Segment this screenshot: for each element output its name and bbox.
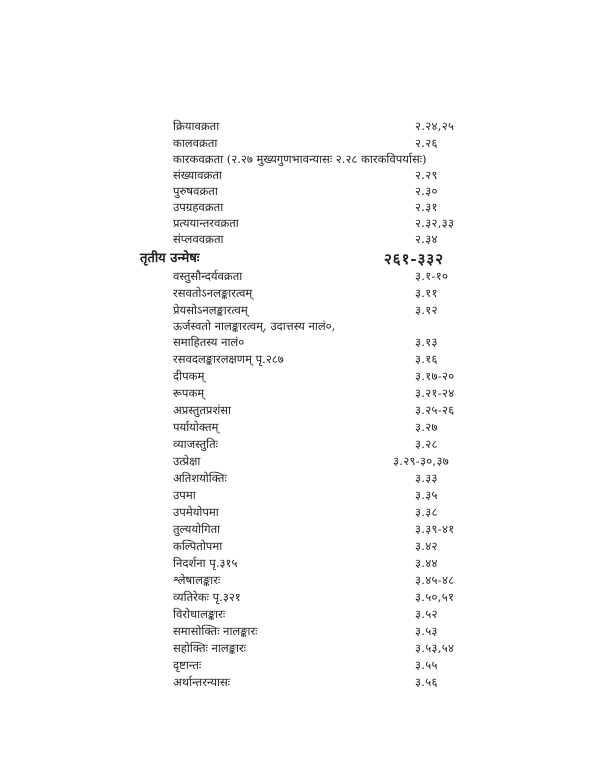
index-entry: [0, 319, 600, 334]
index-entry: [0, 556, 600, 571]
entry-reference: ३.१२: [415, 303, 438, 317]
index-entry: [0, 136, 600, 151]
entry-reference: ३.१३: [415, 335, 438, 349]
index-entry: [0, 352, 600, 367]
section-title: तृतीय उन्मेषः: [140, 251, 200, 266]
entry-label: ऊर्जस्वतो नालङ्कारत्वम्, उदात्तस्य नालं०,: [173, 319, 336, 333]
entry-label: पुरुषवक्रता: [173, 184, 218, 198]
entry-label: रसवतोऽनलङ्कारत्वम्: [173, 286, 253, 300]
index-entry: [0, 437, 600, 452]
entry-reference: ३.२१-२४: [415, 386, 455, 400]
entry-reference: २.२४,२५: [415, 119, 455, 133]
entry-reference: ३.४४: [415, 556, 438, 570]
index-entry: [0, 471, 600, 486]
entry-reference: ३.५३,५४: [415, 641, 455, 655]
entry-label: कालवक्रता: [173, 136, 218, 150]
entry-reference: २.३०: [415, 184, 438, 198]
entry-reference: ३.१७-२०: [415, 369, 455, 383]
index-entry: [0, 369, 600, 384]
entry-reference: ३.२५-२६: [415, 403, 455, 417]
section-page-range: २६१-३३२: [384, 250, 445, 268]
section-heading: [0, 249, 600, 269]
entry-reference: ३.१-१०: [415, 269, 449, 283]
entry-reference: ३.५५: [415, 658, 438, 672]
entry-label: संप्लववक्रता: [173, 232, 224, 246]
entry-label: प्रेयसोऽनलङ्कारत्वम्: [173, 303, 248, 317]
index-entry: [0, 454, 600, 469]
entry-reference: ३.२७: [415, 420, 438, 434]
index-entry: [0, 573, 600, 588]
index-entry: [0, 488, 600, 503]
index-entry: [0, 286, 600, 301]
index-entry: [0, 152, 600, 167]
index-entry: [0, 607, 600, 622]
entry-reference: २.३२,३३: [415, 216, 455, 230]
entry-label: पर्यायोक्तम्: [173, 420, 219, 434]
entry-label: तुल्ययोगिता: [173, 522, 221, 536]
entry-reference: ३.५२: [415, 607, 438, 621]
entry-reference: ३.२८: [415, 437, 438, 451]
entry-label: क्रियावक्रता: [173, 119, 220, 133]
entry-label: निदर्शना पृ.३१५: [173, 556, 238, 570]
entry-label: अर्थान्तरन्यासः: [173, 675, 231, 689]
entry-label: सहोक्तिः नालङ्कारः: [173, 641, 246, 655]
entry-reference: ३.४५-४८: [415, 573, 455, 587]
index-entry: [0, 119, 600, 134]
entry-reference: ३.३९-४१: [415, 522, 455, 536]
index-entry: [0, 658, 600, 673]
index-entry: [0, 675, 600, 690]
index-entry: [0, 420, 600, 435]
entry-reference: ३.३३: [415, 471, 438, 485]
entry-label: कल्पितोपमा: [173, 539, 223, 553]
entry-label: विरोधालङ्कारः: [173, 607, 226, 621]
index-entry: [0, 200, 600, 215]
entry-reference: २.२६: [415, 136, 438, 150]
index-entry: [0, 641, 600, 656]
entry-reference: ३.११: [415, 286, 438, 300]
entry-label: वस्तुसौन्दर्यवक्रता: [173, 269, 243, 283]
entry-reference: २.३१: [415, 200, 438, 214]
index-entry: [0, 216, 600, 231]
entry-label: उत्प्रेक्षा: [173, 454, 201, 468]
entry-reference: ३.४२: [415, 539, 438, 553]
entry-label: व्यतिरेकः पृ.३२१: [173, 590, 241, 604]
entry-label: अप्रस्तुतप्रशंसा: [173, 403, 232, 417]
entry-reference: ३.३८: [415, 505, 438, 519]
entry-label: श्लेषालङ्कारः: [173, 573, 221, 587]
index-entry: [0, 624, 600, 639]
entry-reference: ३.१६: [415, 352, 438, 366]
entry-label: उपमा: [173, 488, 196, 502]
index-entry: [0, 505, 600, 520]
entry-reference: ३.३५: [415, 488, 438, 502]
entry-label: रूपकम्: [173, 386, 205, 400]
entry-label: संख्यावक्रता: [173, 168, 222, 182]
index-entry: [0, 269, 600, 284]
entry-label: अतिशयोक्तिः: [173, 471, 227, 485]
index-entry: [0, 539, 600, 554]
entry-label: दीपकम्: [173, 369, 205, 383]
entry-label: व्याजस्तुतिः: [173, 437, 218, 451]
entry-label: समासोक्तिः नालङ्कारः: [173, 624, 258, 638]
entry-label: कारकवक्रता (२.२७ मुख्यगुणभावन्यासः २.२८ कारकविपर्यासः): [173, 152, 427, 166]
entry-reference: २.२९: [415, 168, 438, 182]
entry-reference: ३.५०,५१: [415, 590, 455, 604]
index-entry: [0, 522, 600, 537]
entry-reference: ३.२९-३०,३७: [393, 454, 450, 468]
index-entry: [0, 303, 600, 318]
index-entry: [0, 335, 600, 350]
entry-label: उपमेयोपमा: [173, 505, 219, 519]
entry-label: दृष्टान्तः: [173, 658, 202, 672]
entry-label: रसवदलङ्कारलक्षणम् पृ.२८७: [173, 352, 284, 366]
entry-reference: ३.५३: [415, 624, 438, 638]
index-entry: [0, 168, 600, 183]
index-entry: [0, 386, 600, 401]
index-entry: [0, 184, 600, 199]
entry-label: समाहितस्य नालं०: [173, 335, 245, 349]
index-entry: [0, 590, 600, 605]
entry-reference: २.३४: [415, 232, 438, 246]
entry-reference: ३.५६: [415, 675, 438, 689]
entry-label: प्रत्ययान्तरवक्रता: [173, 216, 239, 230]
entry-label: उपग्रहवक्रता: [173, 200, 224, 214]
index-entry: [0, 403, 600, 418]
index-entry: [0, 232, 600, 247]
